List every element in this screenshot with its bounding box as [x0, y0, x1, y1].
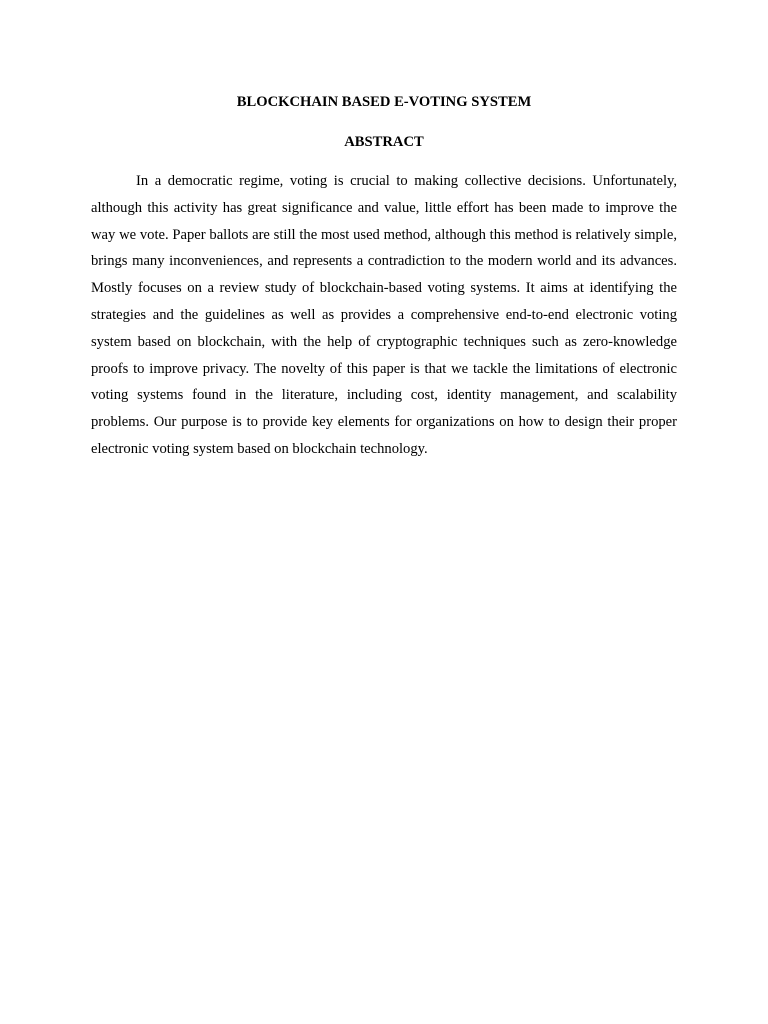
abstract-heading: ABSTRACT: [344, 134, 424, 150]
abstract-paragraph: In a democratic regime, voting is crucial to making collective decisions. Unfortunately, although this activity has great significance and value, little effort has been made to improve the way we vote. Paper ballots are still the most used method, although this method is relatively simple, brings many inconveniences, and represents a contradiction to the modern world and its advances. Mostly focuses on a review study of blockchain-based voting systems. It aims at identifying the strategies and the guidelines as well as provides a comprehensive end-to-end electronic voting system based on blockchain, with the help of cryptographic techniques such as zero-knowledge proofs to improve privacy. The novelty of this paper is that we tackle the limitations of electronic voting systems found in the literature, including cost, identity management, and scalability problems. Our purpose is to provide key elements for organizations on how to design their proper electronic voting system based on blockchain technology.: [91, 173, 677, 457]
document-title: BLOCKCHAIN BASED E-VOTING SYSTEM: [236, 94, 532, 110]
